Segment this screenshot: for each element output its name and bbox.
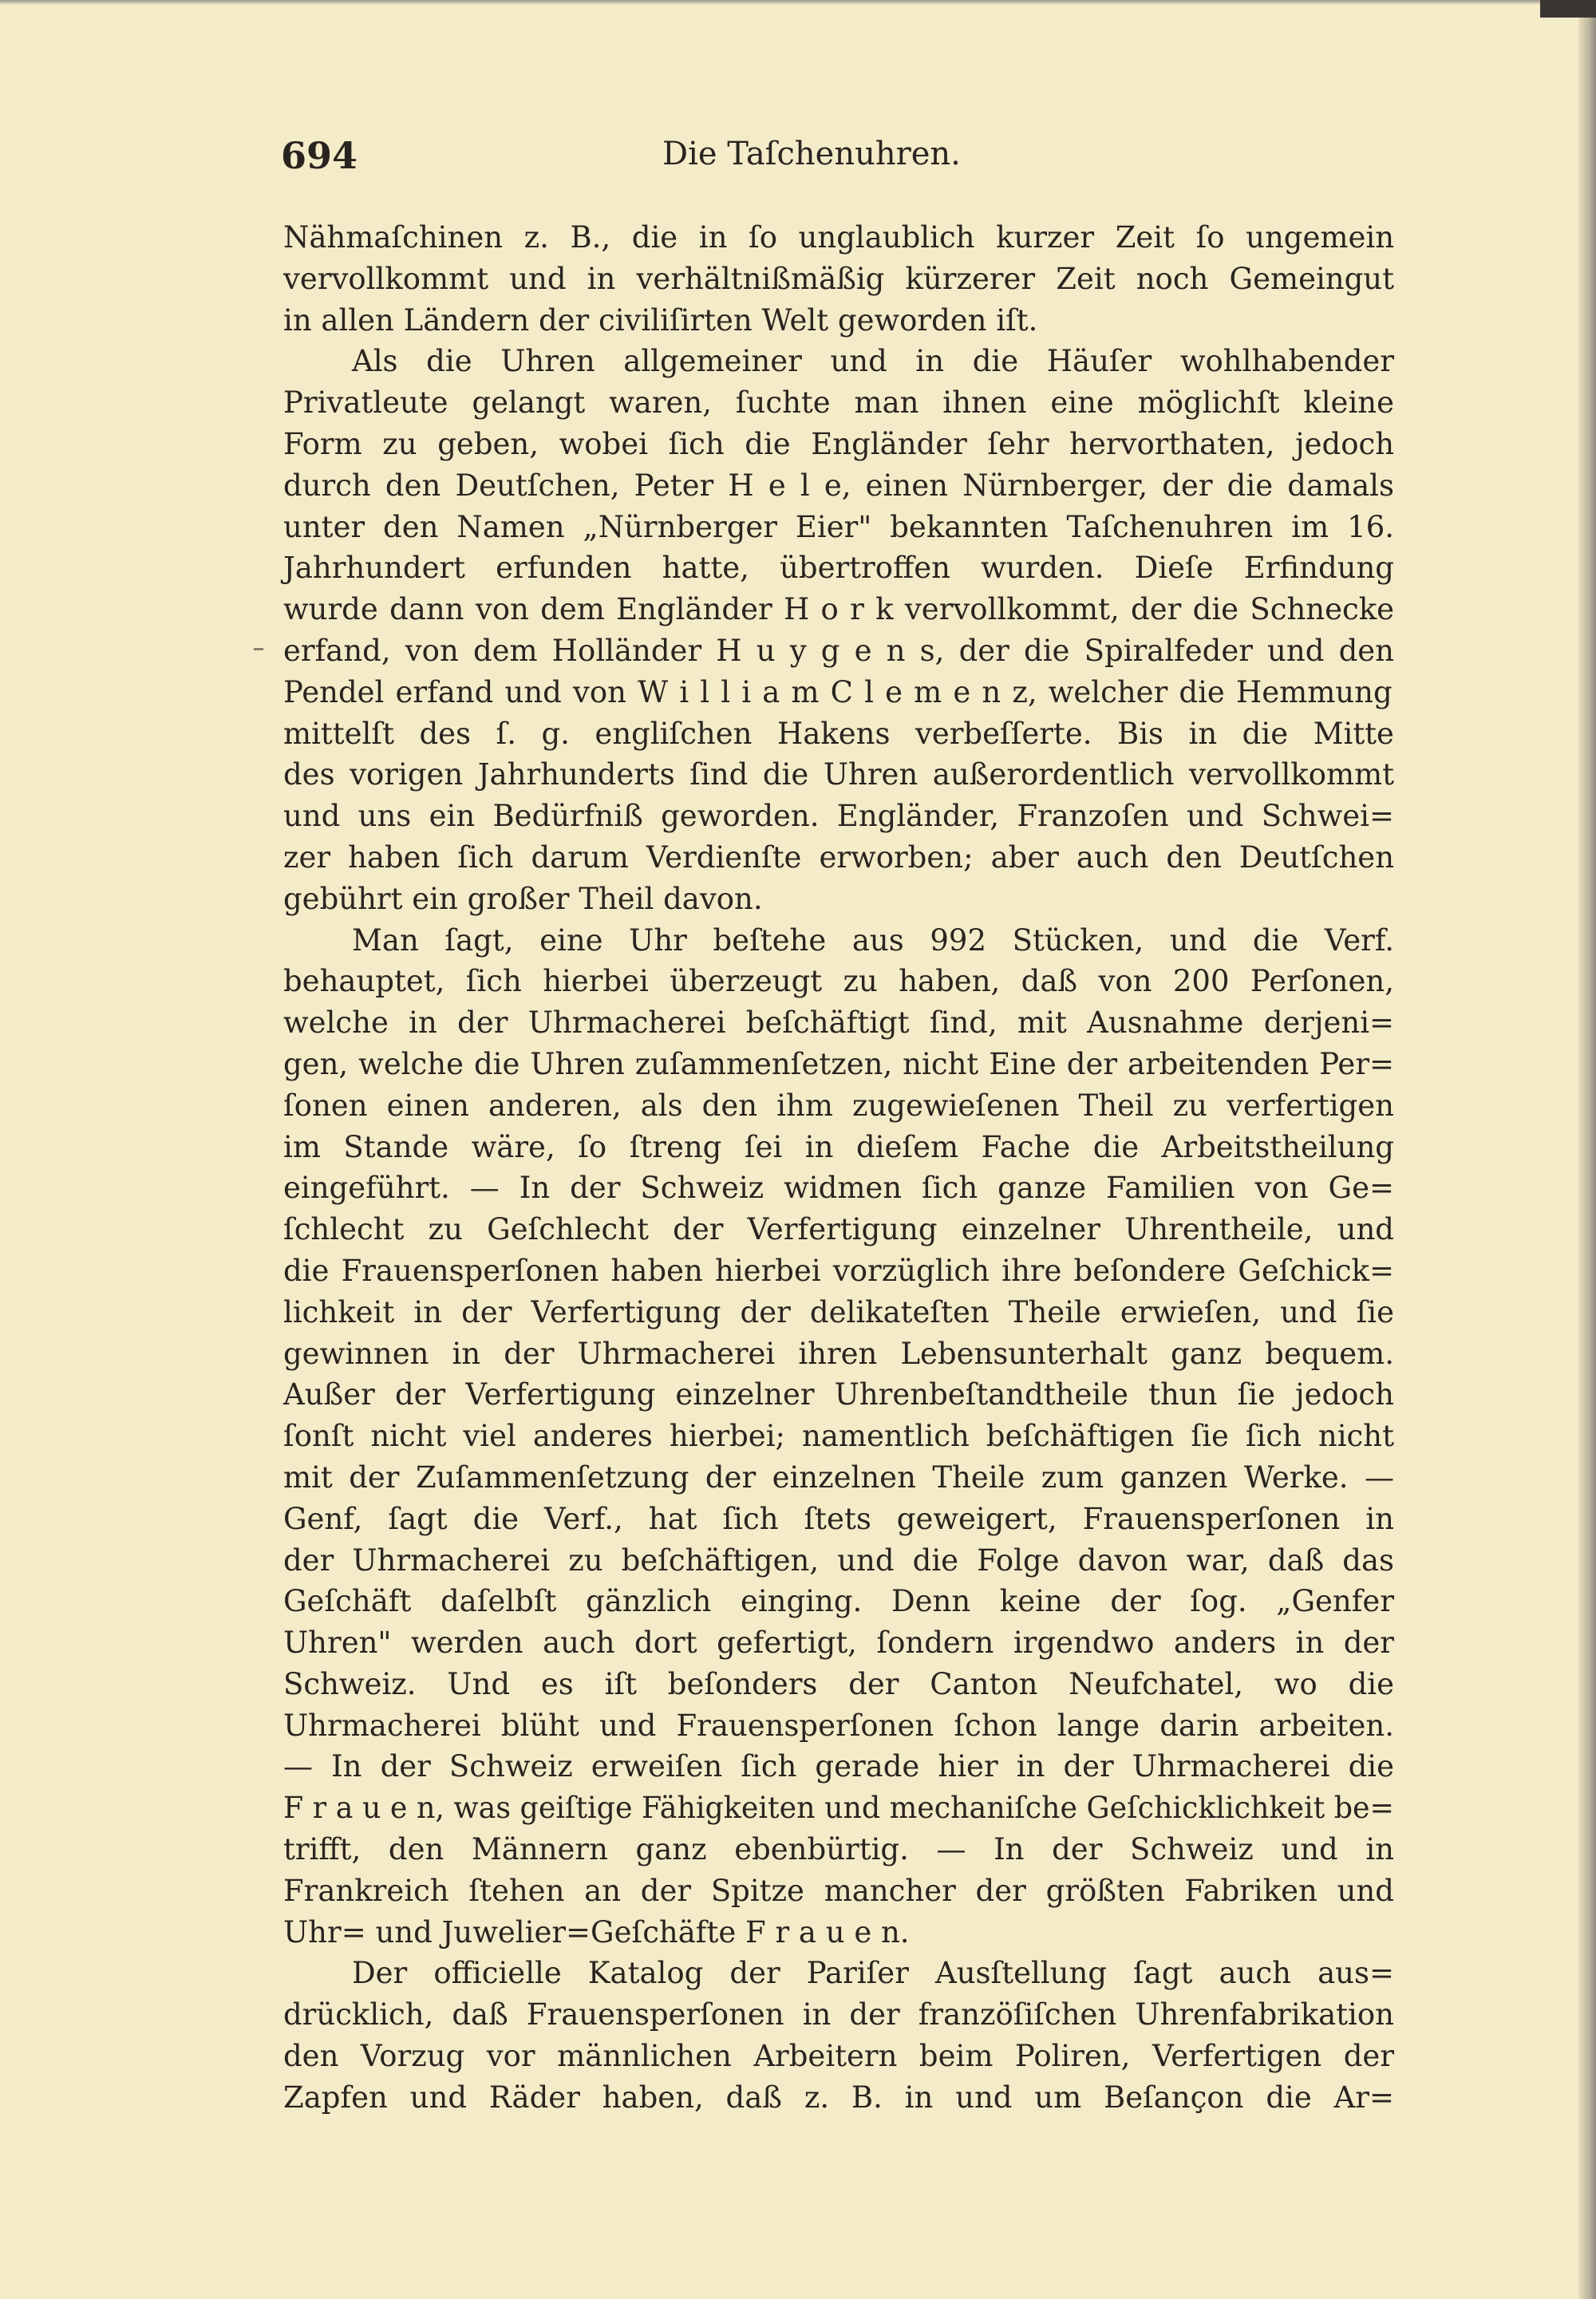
text-line <box>283 341 1394 382</box>
text-line-content: Geſchäft daſelbſt gänzlich einging. Denn keine der ſog. „Genfer <box>283 1584 1395 1619</box>
text-line-content: Uhr= und Juwelier=Geſchäfte F r a u e n. <box>283 1914 910 1949</box>
page-number: 694 <box>281 134 358 177</box>
text-line-content: ſchlecht zu Geſchlecht der Verfertigung einzelner Uhrentheile, und <box>283 1212 1394 1247</box>
text-line <box>283 1994 1394 2036</box>
text-line <box>283 547 1394 589</box>
running-title: Die Taſchenuhren. <box>662 136 961 172</box>
text-line-content: durch den Deutſchen, Peter H e l e, einen Nürnberger, der die damals <box>283 468 1394 503</box>
text-line <box>283 1953 1394 1994</box>
text-line <box>283 1499 1394 1540</box>
text-line-content: mit der Zuſammenſetzung der einzelnen Theile zum ganzen Werke. — <box>283 1460 1394 1495</box>
text-line <box>283 1374 1394 1416</box>
text-line <box>283 424 1394 465</box>
scan-corner <box>1540 0 1596 18</box>
text-line <box>283 2036 1394 2077</box>
text-line <box>283 1209 1394 1250</box>
text-line-content: — In der Schweiz erweiſen ſich gerade hier in der Uhrmacherei die <box>283 1749 1394 1784</box>
text-line-content: welche in der Uhrmacherei beſchäftigt ſind, mit Ausnahme derjeni= <box>283 1005 1395 1041</box>
text-line-content: lichkeit in der Verfertigung der delikateſten Theile erwieſen, und ſie <box>283 1294 1395 1329</box>
text-line-content: gebührt ein großer Theil davon. <box>283 881 763 916</box>
text-line <box>283 920 1394 962</box>
text-line-content: Pendel erfand und von W i l l i a m C l e m e n z, welcher die Hemmung <box>283 674 1393 709</box>
text-line-content: F r a u e n, was geiſtige Fähigkeiten und mechaniſche Geſchicklichkeit be= <box>283 1791 1395 1826</box>
text-line-content: vervollkommt und in verhältnißmäßig kürzerer Zeit noch Gemeingut <box>283 261 1395 296</box>
text-line <box>283 1705 1394 1747</box>
text-line <box>283 1829 1394 1870</box>
margin-mark <box>254 648 263 650</box>
text-line-content: unter den Namen „Nürnberger Eier" bekannten Taſchenuhren im 16. <box>283 509 1394 544</box>
text-line-content: Frankreich ſtehen an der Spitze mancher der größten Fabriken und <box>283 1873 1394 1908</box>
text-line-content: Als die Uhren allgemeiner und in die Häuſer wohlhabender <box>352 344 1395 379</box>
page-right-edge <box>1578 0 1596 2299</box>
text-line-content: Uhrmacherei blüht und Frauensperſonen ſchon lange darin arbeiten. <box>283 1708 1394 1743</box>
text-line <box>283 1870 1394 1912</box>
text-line <box>283 1787 1394 1829</box>
text-line <box>283 1540 1394 1582</box>
scan-top-edge <box>0 0 1596 5</box>
text-line-content: der Uhrmacherei zu beſchäftigen, und die Folge davon war, daß das <box>283 1543 1395 1578</box>
text-line-content: gen, welche die Uhren zuſammenſetzen, nicht Eine der arbeitenden Per= <box>283 1046 1395 1081</box>
text-line-content: Schweiz. Und es iſt beſonders der Canton Neufchatel, wo die <box>283 1666 1395 1701</box>
text-line-content: behauptet, ſich hierbei überzeugt zu haben, daß von 200 Perſonen, <box>283 964 1395 999</box>
text-line-content: trifft, den Männern ganz ebenbürtig. — In der Schweiz und in <box>283 1832 1394 1867</box>
text-line-content: drücklich, daß Frauensperſonen in der franzöſiſchen Uhrenfabrikation <box>283 1997 1394 2032</box>
text-line-content: im Stande wäre, ſo ſtreng ſei in dieſem Fache die Arbeitstheilung <box>283 1129 1394 1164</box>
text-line-content: Form zu geben, wobei ſich die Engländer ſehr hervorthaten, jedoch <box>283 426 1395 461</box>
text-line <box>283 713 1394 755</box>
text-line <box>283 1085 1394 1127</box>
text-line-content: Genf, ſagt die Verf., hat ſich ſtets geweigert, Frauensperſonen in <box>283 1501 1394 1536</box>
text-line <box>283 837 1394 879</box>
text-line-content: Zapfen und Räder haben, daß z. B. in und um Beſançon die Ar= <box>283 2080 1394 2115</box>
text-line-content: wurde dann von dem Engländer H o r k vervollkommt, der die Schnecke <box>283 592 1395 627</box>
text-line <box>283 1664 1394 1705</box>
text-line <box>283 259 1394 300</box>
text-line-content: Privatleute gelangt waren, ſuchte man ihnen eine möglichſt kleine <box>283 385 1395 421</box>
text-line-content: die Frauensperſonen haben hierbei vorzüglich ihre beſondere Geſchick= <box>283 1253 1394 1288</box>
text-line <box>283 1581 1394 1622</box>
text-line <box>283 217 1394 259</box>
text-line <box>283 1002 1394 1044</box>
text-line-content: eingeführt. — In der Schweiz widmen ſich ganze Familien von Ge= <box>283 1171 1394 1206</box>
text-line <box>283 1746 1394 1787</box>
text-line <box>283 1333 1394 1375</box>
text-line-content: erfand, von dem Holländer H u y g e n s, der die Spiralfeder und den <box>283 633 1394 668</box>
text-line-content: Der officielle Katalog der Pariſer Ausſtellung ſagt auch aus= <box>352 1956 1394 1991</box>
text-line <box>283 879 1394 920</box>
text-line-content: Uhren" werden auch dort gefertigt, ſondern irgendwo anders in der <box>283 1625 1394 1661</box>
text-line <box>283 300 1394 342</box>
text-line-content: Jahrhundert erfunden hatte, übertroffen wurden. Dieſe Erfindung <box>283 551 1394 586</box>
text-line-content: zer haben ſich darum Verdienſte erworben; aber auch den Deutſchen <box>283 839 1395 875</box>
text-line-content: in allen Ländern der civiliſirten Welt geworden iſt. <box>283 302 1038 338</box>
text-line <box>283 2077 1394 2119</box>
text-line <box>283 630 1394 672</box>
text-line <box>283 1416 1394 1457</box>
text-line <box>283 1912 1394 1953</box>
text-line-content: und uns ein Bedürfniß geworden. Engländer, Franzoſen und Schwei= <box>283 799 1395 834</box>
text-line-content: Man ſagt, eine Uhr beſtehe aus 992 Stücken, und die Verf. <box>352 922 1394 958</box>
text-line-content: Außer der Verfertigung einzelner Uhrenbeſtandtheile thun ſie jedoch <box>283 1377 1394 1412</box>
text-line <box>283 382 1394 424</box>
text-line <box>283 961 1394 1002</box>
text-line-content: den Vorzug vor männlichen Arbeitern beim Poliren, Verfertigen der <box>283 2039 1395 2074</box>
text-line <box>283 1250 1394 1292</box>
text-line <box>283 465 1394 507</box>
text-line <box>283 1622 1394 1664</box>
text-line <box>283 1127 1394 1168</box>
text-line-content: ſonen einen anderen, als den ihm zugewieſenen Theil zu verfertigen <box>283 1088 1394 1123</box>
text-line-content: des vorigen Jahrhunderts ſind die Uhren außerordentlich vervollkommt <box>283 757 1395 792</box>
body-text <box>283 217 1394 2119</box>
text-line-content: Nähmaſchinen z. B., die in ſo unglaublich kurzer Zeit ſo ungemein <box>283 220 1395 255</box>
text-line <box>283 1044 1394 1085</box>
text-line <box>283 796 1394 837</box>
text-line <box>283 754 1394 796</box>
text-line <box>283 1457 1394 1499</box>
text-line <box>283 1292 1394 1333</box>
text-line-content: gewinnen in der Uhrmacherei ihren Lebensunterhalt ganz bequem. <box>283 1336 1395 1371</box>
text-line <box>283 507 1394 548</box>
text-line-content: mittelſt des ſ. g. engliſchen Hakens verbeſſerte. Bis in die Mitte <box>283 716 1394 751</box>
text-line <box>283 672 1394 713</box>
text-line <box>283 589 1394 630</box>
text-line <box>283 1167 1394 1209</box>
text-line-content: ſonſt nicht viel anderes hierbei; namentlich beſchäftigen ſie ſich nicht <box>283 1419 1394 1454</box>
